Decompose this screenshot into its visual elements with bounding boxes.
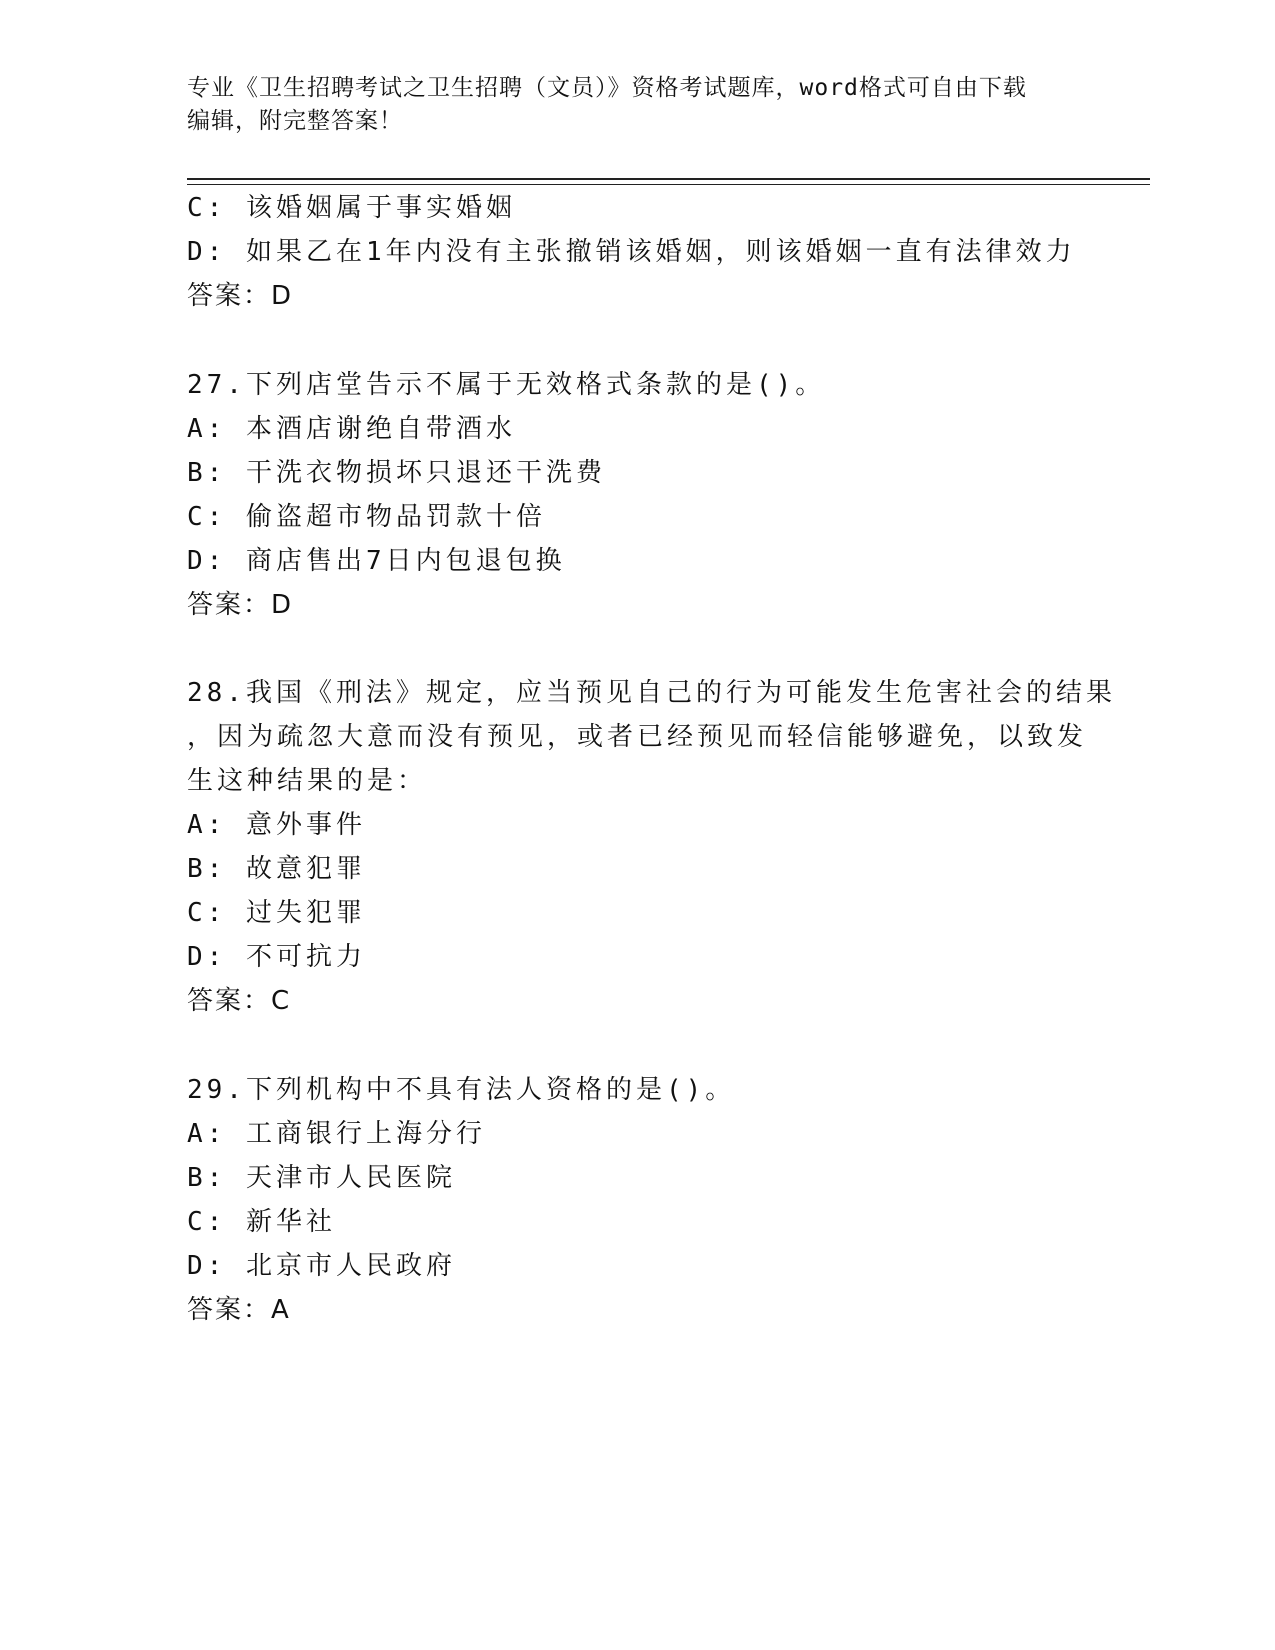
question-stem: 29.下列机构中不具有法人资格的是()。 — [187, 1075, 736, 1105]
option-a: A: 本酒店谢绝自带酒水 — [187, 414, 516, 444]
option-b: B: 干洗衣物损坏只退还干洗费 — [187, 458, 606, 488]
option-b: B: 天津市人民医院 — [187, 1163, 456, 1193]
answer: 答案：C — [187, 986, 292, 1016]
option-d: D: 商店售出7日内包退包换 — [187, 546, 566, 576]
header-divider-thin — [187, 184, 1150, 185]
option-b: B: 故意犯罪 — [187, 854, 366, 884]
header-line-2: 编辑，附完整答案！ — [187, 108, 403, 134]
option-c: C: 过失犯罪 — [187, 898, 366, 928]
question-stem-line-3: 生这种结果的是： — [187, 766, 428, 796]
option-d: D: 如果乙在1年内没有主张撤销该婚姻，则该婚姻一直有法律效力 — [187, 237, 1076, 267]
option-a: A: 工商银行上海分行 — [187, 1119, 486, 1149]
option-c: C: 该婚姻属于事实婚姻 — [187, 193, 516, 223]
option-c: C: 偷盗超市物品罚款十倍 — [187, 502, 546, 532]
question-stem-line-1: 28.我国《刑法》规定，应当预见自己的行为可能发生危害社会的结果 — [187, 678, 1116, 708]
option-a: A: 意外事件 — [187, 810, 366, 840]
header-line-1: 专业《卫生招聘考试之卫生招聘（文员）》资格考试题库，word格式可自由下载 — [187, 75, 1027, 101]
answer: 答案：A — [187, 1295, 291, 1325]
option-d: D: 北京市人民政府 — [187, 1251, 456, 1281]
option-c: C: 新华社 — [187, 1207, 336, 1237]
answer: 答案：D — [187, 590, 294, 620]
document-header — [187, 72, 1067, 138]
header-divider-thick — [187, 178, 1150, 180]
question-stem: 27.下列店堂告示不属于无效格式条款的是()。 — [187, 370, 826, 400]
answer: 答案：D — [187, 281, 294, 311]
option-d: D: 不可抗力 — [187, 942, 366, 972]
question-stem-line-2: ，因为疏忽大意而没有预见，或者已经预见而轻信能够避免，以致发 — [187, 722, 1088, 752]
